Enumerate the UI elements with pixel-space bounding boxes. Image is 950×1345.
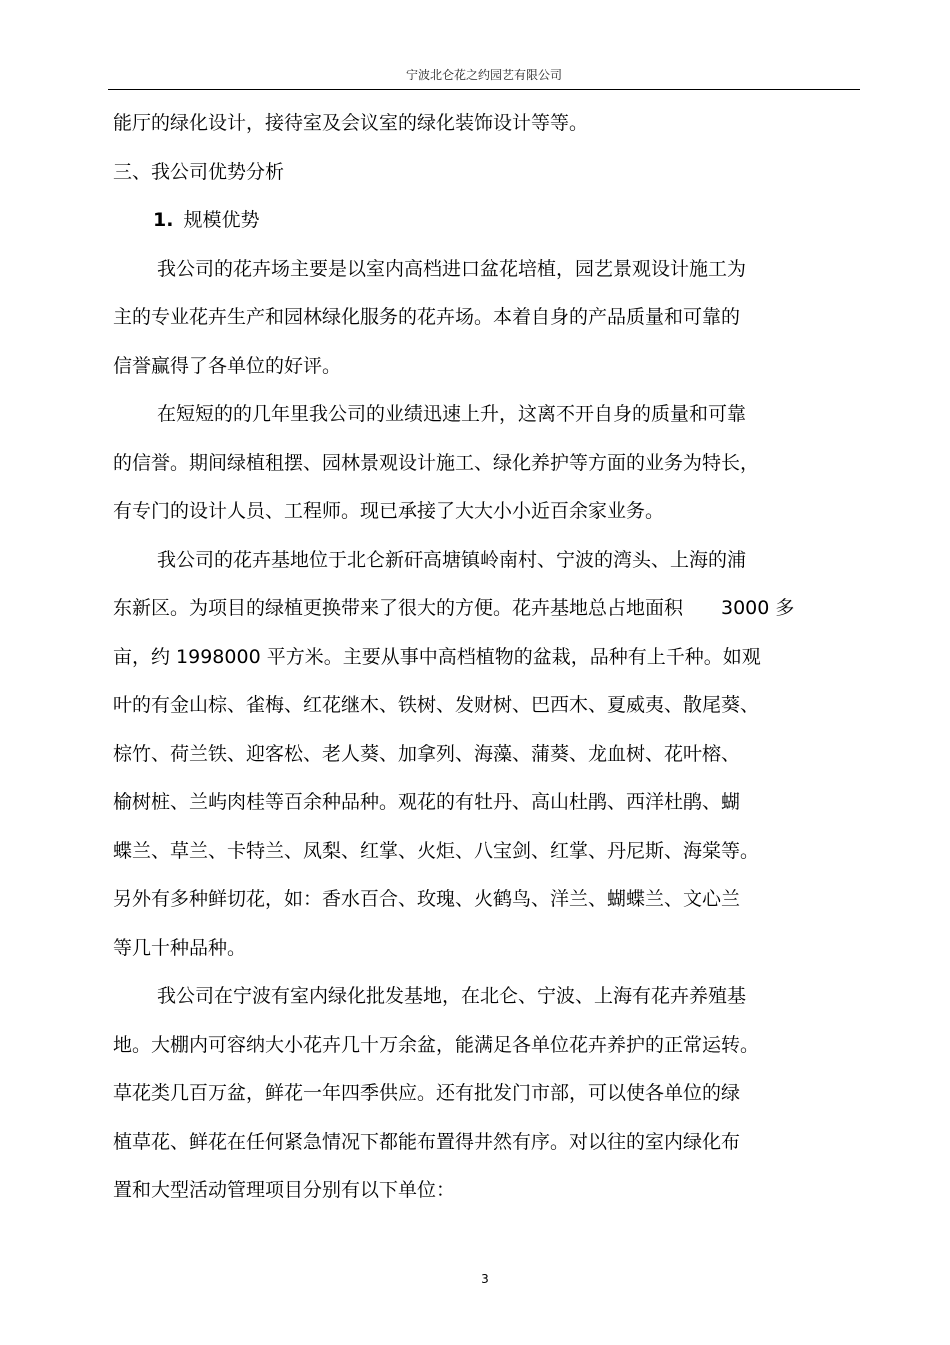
continued-line: 能厅的绿化设计，接待室及会议室的绿化装饰设计等等。 [113, 112, 589, 134]
paragraph-line: 植草花、鲜花在任何紧急情况下都能布置得井然有序。对以往的室内绿化布 [113, 1130, 741, 1153]
paragraph-line: 另外有多种鲜切花，如：香水百合、玫瑰、火鹤鸟、洋兰、蝴蝶兰、文心兰 [113, 888, 741, 910]
subsection-heading [113, 196, 865, 245]
paragraph-line: 我公司在宁波有室内绿化批发基地，在北仑、宁波、上海有花卉养殖基 [157, 985, 747, 1007]
paragraph-line: 我公司的花卉基地位于北仑新矸高塘镇岭南村、宁波的湾头、上海的浦 [157, 548, 747, 571]
section-heading: 三、我公司优势分析 [113, 160, 285, 183]
header-rule [108, 89, 860, 90]
paragraph-line: 榆树桩、兰屿肉桂等百余种品种。观花的有牡丹、高山杜鹃、西洋杜鹃、蝴 [113, 791, 741, 813]
paragraph-line: 地。大棚内可容纳大小花卉几十万余盆，能满足各单位花卉养护的正常运转。 [113, 1033, 760, 1056]
paragraph-line: 亩，约 1998000 平方米。主要从事中高档植物的盆栽，品种有上千种。如观 [113, 645, 761, 668]
document-body [113, 99, 865, 1215]
running-header: 宁波北仑花之约园艺有限公司 [405, 68, 562, 82]
paragraph-line: 棕竹、荷兰铁、迎客松、老人葵、加拿列、海藻、蒲葵、龙血树、花叶榕、 [113, 742, 741, 765]
paragraph-line: 东新区。为项目的绿植更换带来了很大的方便。花卉基地总占地面积 3000 多 [113, 597, 795, 619]
paragraph-line: 蝶兰、草兰、卡特兰、凤梨、红掌、火炬、八宝剑、红掌、丹尼斯、海棠等。 [113, 839, 760, 862]
page-number: 3 [481, 1272, 489, 1286]
paragraph-line: 主的专业花卉生产和园林绿化服务的花卉场。本着自身的产品质量和可靠的 [113, 306, 741, 328]
paragraph-line: 信誉赢得了各单位的好评。 [113, 354, 342, 377]
paragraph-line: 叶的有金山棕、雀梅、红花继木、铁树、发财树、巴西木、夏威夷、散尾葵、 [113, 694, 760, 716]
paragraph-line: 我公司的花卉场主要是以室内高档进口盆花培植，园艺景观设计施工为 [157, 257, 747, 280]
paragraph-line: 置和大型活动管理项目分别有以下单位： [113, 1179, 456, 1201]
paragraph-line: 的信誉。期间绿植租摆、园林景观设计施工、绿化养护等方面的业务为特长， [113, 451, 760, 474]
paragraph-line: 有专门的设计人员、工程师。现已承接了大大小小近百余家业务。 [113, 500, 665, 522]
paragraph-line: 等几十种品种。 [113, 936, 247, 959]
paragraph-line: 在短短的的几年里我公司的业绩迅速上升，这离不开自身的质量和可靠 [157, 403, 747, 425]
paragraph-line: 草花类几百万盆，鲜花一年四季供应。还有批发门市部，可以使各单位的绿 [113, 1082, 741, 1104]
subsection-title: 规模优势 [183, 209, 260, 231]
subsection-number: 1. [153, 209, 174, 231]
